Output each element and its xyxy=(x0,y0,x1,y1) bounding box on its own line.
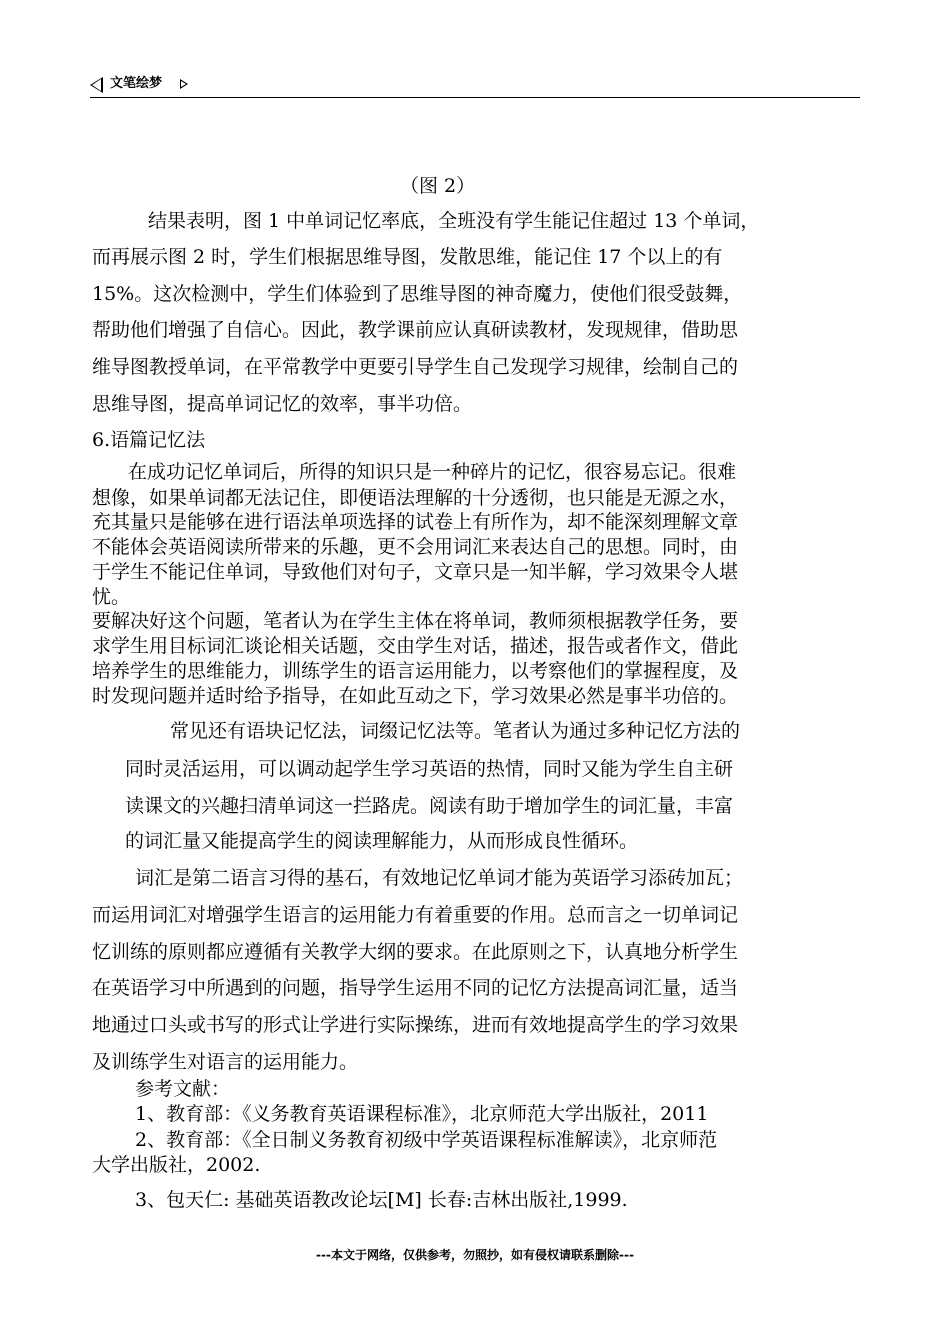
paragraph-line: 词汇是第二语言习得的基石，有效地记忆单词才能为英语学习添砖加瓦； xyxy=(135,867,744,889)
paragraph-line: 而运用词汇对增强学生语言的运用能力有着重要的作用。总而言之一切单词记 xyxy=(92,904,739,926)
paragraph-line: 帮助他们增强了自信心。因此，教学课前应认真研读教材，发现规律，借助思 xyxy=(92,319,739,341)
reference-item: 3、包天仁: 基础英语教改论坛[M] 长春:吉林出版社,1999. xyxy=(135,1189,628,1211)
paragraph-line: 时发现问题并适时给予指导，在如此互动之下，学习效果必然是事半功倍的。 xyxy=(92,685,739,707)
paragraph-line: 在英语学习中所遇到的问题，指导学生运用不同的记忆方法提高词汇量，适当 xyxy=(92,977,739,999)
paragraph-line: 忧。 xyxy=(92,586,131,608)
paragraph-line: 结果表明，图 1 中单词记忆率底，全班没有学生能记住超过 13 个单词， xyxy=(148,210,760,232)
reference-item: 1、教育部：《义务教育英语课程标准》，北京师范大学出版社，2011 xyxy=(135,1103,709,1125)
paragraph-line: 地通过口头或书写的形式让学进行实际操练，进而有效地提高学生的学习效果 xyxy=(92,1014,739,1036)
left-triangle-icon xyxy=(90,77,103,93)
paragraph-line: 忆训练的原则都应遵循有关教学大纲的要求。在此原则之下，认真地分析学生 xyxy=(92,941,739,963)
paragraph-line: 培养学生的思维能力，训练学生的语言运用能力，以考察他们的掌握程度，及 xyxy=(92,660,739,682)
references-heading: 参考文献： xyxy=(135,1078,231,1100)
reference-item: 2、教育部：《全日制义务教育初级中学英语课程标准解读》，北京师范 xyxy=(135,1129,718,1151)
figure-caption: （图 2） xyxy=(400,175,476,197)
paragraph-line: 思维导图，提高单词记忆的效率，事半功倍。 xyxy=(92,393,473,415)
paragraph-line: 想像，如果单词都无法记住，即便语法理解的十分透彻，也只能是无源之水， xyxy=(92,487,739,509)
paragraph-line: 要解决好这个问题，笔者认为在学生主体在将单词，教师须根据教学任务，要 xyxy=(92,610,739,632)
paragraph-line: 不能体会英语阅读所带来的乐趣，更不会用词汇来表达自己的思想。同时，由 xyxy=(92,536,739,558)
paragraph-line: 同时灵活运用，可以调动起学生学习英语的热情，同时又能为学生自主研 xyxy=(125,758,734,780)
paragraph-line: 的词汇量又能提高学生的阅读理解能力，从而形成良性循环。 xyxy=(125,830,639,852)
paragraph-line: 及训练学生对语言的运用能力。 xyxy=(92,1051,359,1073)
paragraph-line: 求学生用目标词汇谈论相关话题，交由学生对话，描述，报告或者作文，借此 xyxy=(92,635,739,657)
paragraph-line: 而再展示图 2 时，学生们根据思维导图，发散思维，能记住 17 个以上的有 xyxy=(92,246,723,268)
reference-item: 大学出版社，2002. xyxy=(92,1154,261,1176)
header-title: 文笔绘梦 xyxy=(110,76,163,91)
paragraph-line: 维导图教授单词，在平常教学中更要引导学生自己发现学习规律，绘制自己的 xyxy=(92,356,739,378)
paragraph-line: 15%。这次检测中，学生们体验到了思维导图的神奇魔力，使他们很受鼓舞， xyxy=(92,283,743,305)
page-header xyxy=(90,74,860,98)
paragraph-line: 在成功记忆单词后，所得的知识只是一种碎片的记忆，很容易忘记。很难 xyxy=(128,461,737,483)
paragraph-line: 于学生不能记住单词，导致他们对句子，文章只是一知半解，学习效果令人堪 xyxy=(92,561,739,583)
page-footer: ---本文于网络，仅供参考，勿照抄，如有侵权请联系删除--- xyxy=(316,1248,634,1262)
paragraph-line: 常见还有语块记忆法，词缀记忆法等。笔者认为通过多种记忆方法的 xyxy=(170,720,741,742)
paragraph-line: 充其量只是能够在进行语法单项选择的试卷上有所作为，却不能深刻理解文章 xyxy=(92,511,739,533)
paragraph-line: 读课文的兴趣扫清单词这一拦路虎。阅读有助于增加学生的词汇量，丰富 xyxy=(125,795,734,817)
header-rule xyxy=(90,97,860,98)
section-heading: 6.语篇记忆法 xyxy=(92,429,206,451)
right-triangle-icon xyxy=(180,79,188,89)
